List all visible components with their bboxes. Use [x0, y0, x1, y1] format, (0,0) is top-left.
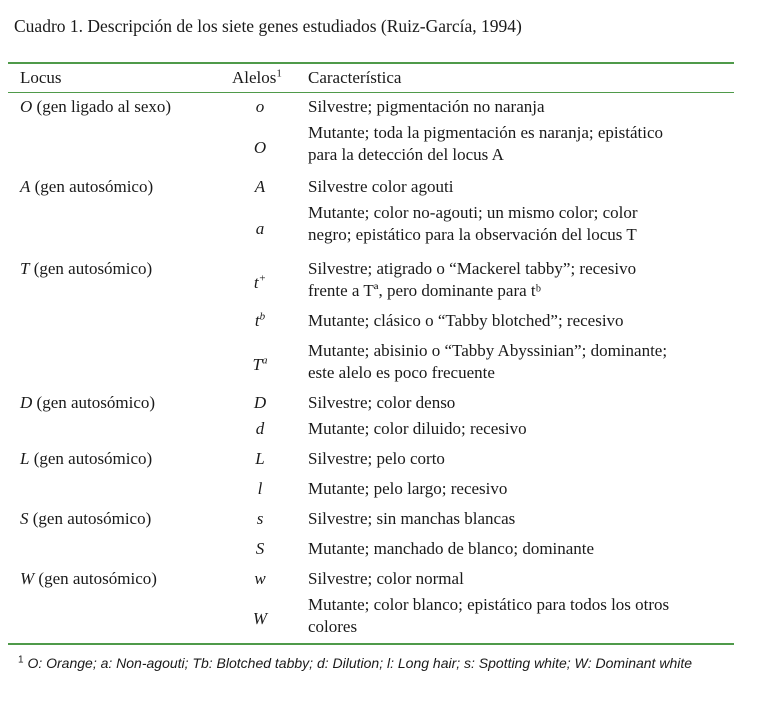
header-caracteristica: Característica — [308, 68, 402, 87]
genes-table — [8, 62, 734, 645]
table-header — [8, 64, 734, 92]
description-cell: Mutante; color blanco; epistático para todos los otros colores — [308, 595, 670, 636]
table-row — [8, 415, 734, 445]
allele-cell: L — [255, 449, 265, 468]
allele-cell: $T^a$ — [252, 354, 268, 374]
locus-cell: L (gen autosómico) — [20, 449, 153, 468]
table-row — [8, 445, 734, 475]
table-row — [8, 173, 734, 199]
locus-cell: O (gen ligado al sexo) — [20, 97, 172, 116]
table-row — [8, 565, 734, 591]
description-cell: Silvestre; color normal — [308, 569, 464, 588]
locus-cell: W (gen autosómico) — [20, 569, 157, 588]
footnote-text: O: Orange; a: Non-agouti; Tb: Blotched tabby; d: Dilution; l: Long hair; s: Spotting white; W: Dominant white — [27, 655, 693, 671]
allele-cell: w — [254, 569, 266, 588]
table-row — [8, 591, 734, 643]
allele-cell: S — [255, 539, 265, 558]
description-cell: Mutante; color no-agouti; un mismo color; color negro; epistático para la observación del locus T — [308, 203, 638, 244]
table-row — [8, 389, 734, 415]
allele-cell: a — [255, 219, 265, 238]
footnote — [18, 652, 768, 674]
locus-cell: A (gen autosómico) — [20, 177, 154, 196]
table-row — [8, 119, 734, 173]
footnote-marker: 1 — [18, 654, 24, 666]
description-cell: Mutante; color diluido; recesivo — [308, 419, 527, 438]
allele-cell: $t^b$ — [254, 310, 266, 330]
table-bottom-rule — [8, 643, 734, 645]
description-cell: Silvestre; sin manchas blancas — [308, 509, 516, 528]
table-row — [8, 307, 734, 337]
table-row — [8, 475, 734, 505]
allele-cell: t+ — [253, 272, 267, 292]
header-alelos: Alelos$^1$ — [232, 67, 282, 87]
table-row — [8, 337, 734, 389]
description-cell: Silvestre; color denso — [308, 393, 456, 412]
allele-cell: o — [255, 97, 265, 116]
table-row — [8, 255, 734, 307]
allele-cell: A — [254, 177, 266, 196]
table-caption: Cuadro 1. Descripción de los siete genes estudiados (Ruiz-García, 1994) — [14, 16, 522, 36]
allele-cell: D — [253, 393, 267, 412]
table-row — [8, 199, 734, 255]
description-cell: Mutante; pelo largo; recesivo — [308, 479, 508, 498]
description-cell: Silvestre; atigrado o “Mackerel tabby”; recesivo frente a Tª, pero dominante para tᵇ — [308, 259, 637, 300]
allele-cell: O — [253, 138, 267, 157]
description-cell: Mutante; toda la pigmentación es naranja; epistático para la detección del locus A — [308, 123, 663, 164]
allele-cell: s — [256, 509, 264, 528]
description-cell: Silvestre; pigmentación no naranja — [308, 97, 545, 116]
table-row — [8, 505, 734, 535]
description-cell: Silvestre color agouti — [308, 177, 454, 196]
locus-cell: S (gen autosómico) — [20, 509, 152, 528]
table-body — [8, 93, 734, 643]
allele-cell: l — [257, 479, 263, 498]
description-cell: Mutante; clásico o “Tabby blotched”; recesivo — [308, 311, 624, 330]
table-row — [8, 93, 734, 119]
allele-cell: d — [255, 419, 265, 438]
description-cell: Mutante; manchado de blanco; dominante — [308, 539, 595, 558]
table-row — [8, 535, 734, 565]
allele-cell: W — [252, 609, 268, 628]
description-cell: Silvestre; pelo corto — [308, 449, 445, 468]
description-cell: Mutante; abisinio o “Tabby Abyssinian”; dominante; este alelo es poco frecuente — [308, 341, 668, 382]
locus-cell: D (gen autosómico) — [20, 393, 156, 412]
header-locus: Locus — [20, 68, 62, 87]
locus-cell: T (gen autosómico) — [20, 259, 153, 278]
